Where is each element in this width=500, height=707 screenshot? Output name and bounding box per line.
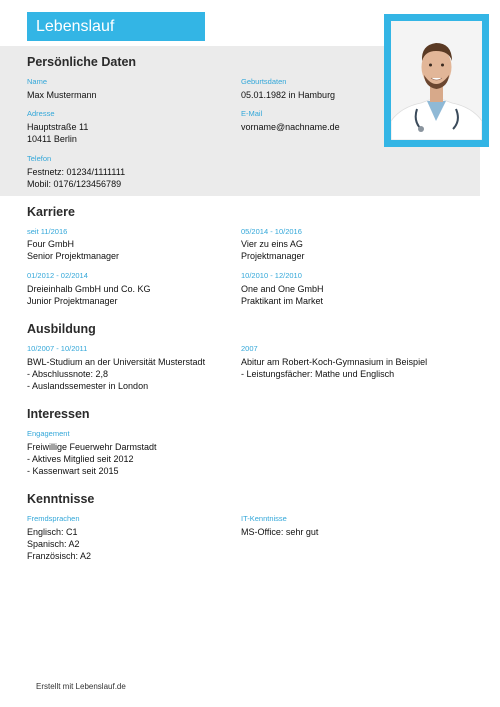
section-heading-skills: Kenntnisse <box>27 492 95 506</box>
career-date: seit 11/2016 <box>27 227 68 236</box>
education-line: - Leistungsfächer: Mathe und Englisch <box>241 369 395 379</box>
phone-label: Telefon <box>27 154 52 163</box>
career-company: One and One GmbH <box>241 284 324 294</box>
language-item: Englisch: C1 <box>27 527 78 537</box>
education-date: 2007 <box>241 344 258 353</box>
career-company: Four GmbH <box>27 239 75 249</box>
name-label: Name <box>27 77 48 86</box>
portrait-illustration <box>391 21 482 140</box>
birth-label: Geburtsdaten <box>241 77 287 86</box>
email-label: E-Mail <box>241 109 263 118</box>
phone-mobile: Mobil: 0176/123456789 <box>27 179 122 189</box>
section-heading-education: Ausbildung <box>27 322 96 336</box>
document-title: Lebenslauf <box>27 12 205 41</box>
education-line: - Abschlussnote: 2,8 <box>27 369 109 379</box>
it-skill-item: MS-Office: sehr gut <box>241 527 319 537</box>
profile-photo-frame <box>384 14 489 147</box>
birth-value: 05.01.1982 in Hamburg <box>241 90 336 100</box>
education-line: Abitur am Robert-Koch-Gymnasium in Beispiel <box>241 357 428 367</box>
phone-landline: Festnetz: 01234/1111111 <box>27 167 126 177</box>
education-date: 10/2007 - 10/2011 <box>27 344 88 353</box>
it-skills-label: IT-Kenntnisse <box>241 514 287 523</box>
education-line: BWL-Studium an der Universität Musterstadt <box>27 357 206 367</box>
footer-credit: Erstellt mit Lebenslauf.de <box>36 682 126 691</box>
section-heading-career: Karriere <box>27 205 75 219</box>
career-role: Praktikant im Market <box>241 296 324 306</box>
career-role: Junior Projektmanager <box>27 296 118 306</box>
language-item: Spanisch: A2 <box>27 539 80 549</box>
name-value: Max Mustermann <box>27 90 97 100</box>
section-heading-interests: Interessen <box>27 407 90 421</box>
career-role: Senior Projektmanager <box>27 251 120 261</box>
career-role: Projektmanager <box>241 251 305 261</box>
interests-line: Freiwillige Feuerwehr Darmstadt <box>27 442 157 452</box>
address-line-1: Hauptstraße 11 <box>27 122 89 132</box>
education-line: - Auslandssemester in London <box>27 381 149 391</box>
interests-label: Engagement <box>27 429 70 438</box>
language-item: Französisch: A2 <box>27 551 92 561</box>
languages-label: Fremdsprachen <box>27 514 80 523</box>
interests-line: - Aktives Mitglied seit 2012 <box>27 454 134 464</box>
address-line-2: 10411 Berlin <box>27 134 77 144</box>
career-date: 01/2012 - 02/2014 <box>27 271 88 280</box>
career-company: Dreieinhalb GmbH und Co. KG <box>27 284 151 294</box>
profile-photo <box>391 21 482 140</box>
career-date: 05/2014 - 10/2016 <box>241 227 302 236</box>
section-heading-personal: Persönliche Daten <box>27 55 137 69</box>
email-value: vorname@nachname.de <box>241 122 340 132</box>
career-date: 10/2010 - 12/2010 <box>241 271 302 280</box>
address-label: Adresse <box>27 109 55 118</box>
career-company: Vier zu eins AG <box>241 239 303 249</box>
interests-line: - Kassenwart seit 2015 <box>27 466 119 476</box>
